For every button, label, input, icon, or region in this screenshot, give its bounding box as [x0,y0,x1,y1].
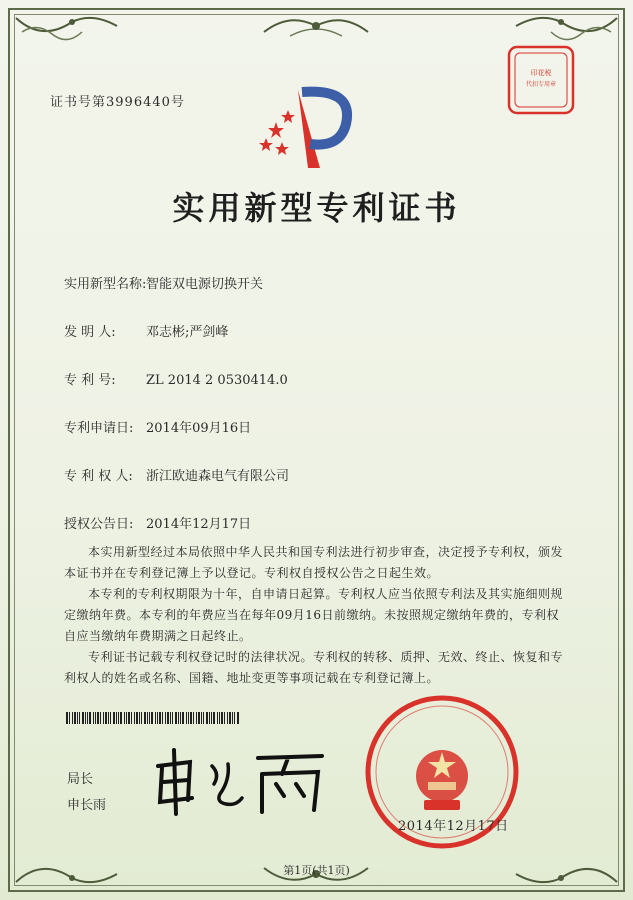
barcode-bar [170,712,171,724]
barcode-bar [128,712,130,724]
barcode-bar [66,712,68,724]
barcode-bar [203,712,204,724]
paragraph-term-statement: 本专利的专利权期限为十年，自申请日起算。专利权人应当依照专利法及其实施细则规定缴纳年费。本专利的年费应当在每年09月16日前缴纳。未按照规定缴纳年费的，专利权自应当缴纳年费期满之日起终止。 [64,587,564,643]
barcode-bar [113,712,115,724]
barcode-bar [151,712,153,724]
barcode-bar [110,712,111,724]
handwritten-signature [150,744,332,816]
barcode-bar [136,712,138,724]
barcode-bar [213,712,215,724]
signature-name: 申长雨 [67,798,107,813]
barcode-bar [155,712,156,724]
barcode-bar [165,712,166,724]
barcode-bar [234,712,235,724]
certificate-title: 实用新型专利证书 [172,189,461,227]
field-utility-model-name [64,273,263,292]
barcode-bar [190,712,192,724]
barcode-bar [118,712,119,724]
barcode-bar [182,712,184,724]
field-label: 发 明 人: [64,325,116,340]
barcode-bar [229,712,231,724]
field-value: 2014年12月17日 [146,517,252,532]
barcode-bar [126,712,127,724]
svg-text:印花税: 印花税 [530,69,552,77]
field-label: 实用新型名称: [64,277,147,292]
barcode [66,712,242,724]
barcode-bar [74,712,76,724]
barcode-bar [120,712,122,724]
barcode-bar [209,712,210,724]
barcode-bar [105,712,107,724]
field-inventors [64,321,228,340]
barcode-bar [69,712,70,724]
barcode-bar [82,712,84,724]
barcode-bar [93,712,94,724]
field-label: 授权公告日: [64,517,134,532]
barcode-bar [196,712,197,724]
barcode-bar [141,712,142,724]
page-footer: 第1页(共1页) [283,864,350,877]
barcode-bar [139,712,140,724]
barcode-bar [72,712,73,724]
barcode-bar [108,712,109,724]
barcode-bar [219,712,220,724]
barcode-bar [85,712,86,724]
barcode-bar [97,712,99,724]
barcode-bar [116,712,117,724]
barcode-bar [131,712,132,724]
barcode-bar [237,712,239,724]
barcode-bar [89,712,91,724]
issue-date: 2014年12月17日 [398,819,509,834]
barcode-bar [144,712,146,724]
barcode-bar [147,712,148,724]
field-filing-date [64,417,251,436]
barcode-bar [79,712,80,724]
barcode-bar [180,712,181,724]
barcode-bar [178,712,179,724]
barcode-bar [159,712,161,724]
top-center-ornament [260,10,373,40]
field-label: 专 利 权 人: [64,469,133,484]
paragraph-grant-statement: 本实用新型经过本局依照中华人民共和国专利法进行初步审查，决定授予专利权，颁发本证书并在专利登记簿上予以登记。专利权自授权公告之日起生效。 [64,545,564,580]
barcode-bar [211,712,212,724]
barcode-bar [157,712,158,724]
barcode-bar [134,712,135,724]
barcode-bar [167,712,169,724]
barcode-bar [198,712,200,724]
barcode-bar [186,712,187,724]
barcode-bar [103,712,104,724]
barcode-bar [95,712,96,724]
barcode-bar [149,712,150,724]
field-value: 邓志彬;严剑峰 [146,325,229,340]
barcode-bar [188,712,189,724]
certificate-number: 证书号第3996440号 [50,95,185,110]
svg-text:代扣专用章: 代扣专用章 [525,81,557,88]
barcode-bar [77,712,78,724]
barcode-bar [227,712,228,724]
barcode-bar [172,712,173,724]
barcode-bar [87,712,88,724]
corner-ornament-top-left [12,12,122,52]
field-value: ZL 2014 2 0530414.0 [146,373,288,388]
barcode-bar [221,712,223,724]
field-grant-date [64,513,251,532]
barcode-bar [162,712,163,724]
barcode-bar [124,712,125,724]
field-value: 浙江欧迪森电气有限公司 [146,469,290,484]
tax-stamp-seal [506,44,576,116]
field-label: 专 利 号: [64,373,116,388]
barcode-bar [100,712,101,724]
patent-office-logo [258,82,358,174]
barcode-bar [201,712,202,724]
paragraph-legal-status: 专利证书记载专利权登记时的法律状况。专利权的转移、质押、无效、终止、恢复和专利权人的姓名或名称、国籍、地址变更等事项记载在专利登记簿上。 [64,650,564,685]
barcode-bar [217,712,218,724]
barcode-bar [193,712,194,724]
barcode-bar [224,712,225,724]
barcode-bar [206,712,208,724]
barcode-bar [232,712,233,724]
field-value: 2014年09月16日 [146,421,252,436]
field-patent-number [64,369,288,388]
field-label: 专利申请日: [64,421,134,436]
barcode-bar [175,712,177,724]
signature-title: 局长 [67,772,94,787]
field-patentee [64,465,289,484]
field-value: 智能双电源切换开关 [146,277,264,292]
